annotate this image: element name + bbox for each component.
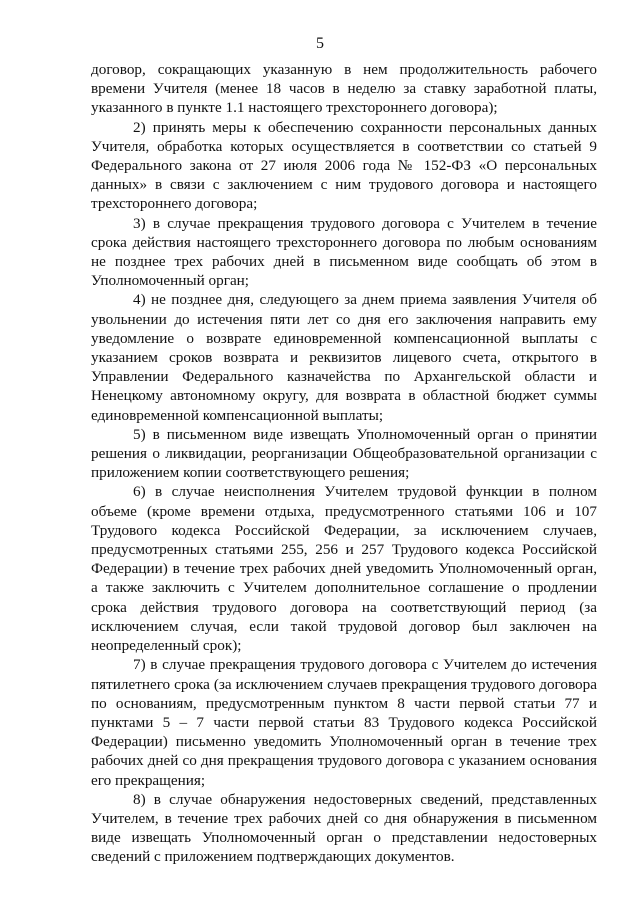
paragraph-item-5: 5) в письменном виде извещать Уполномоченный орган о принятии решения о ликвидации, реорганизации Общеобразовательной организации с приложением копии соответствующего решения; bbox=[91, 425, 597, 482]
paragraph-item-3: 3) в случае прекращения трудового договора с Учителем в течение срока действия настоящего трехстороннего договора по любым основаниям не позднее трех рабочих дней в письменном виде сообщать об этом в Уполномоченный орган; bbox=[91, 214, 597, 290]
paragraph-item-4: 4) не позднее дня, следующего за днем приема заявления Учителя об увольнении до истечения пяти лет со дня его заключения направить ему уведомление о возврате единовременной компенсационной выплаты с указанием сроков возврата и реквизитов лицевого счета, открытого в Управлении Федерального казначейства по Архангельской области и Ненецкому автономному округу, для возврата в областной бюджет суммы единовременной компенсационной выплаты; bbox=[91, 291, 597, 424]
document-body bbox=[91, 60, 597, 867]
page-number: 5 bbox=[316, 35, 324, 52]
paragraph-item-7: 7) в случае прекращения трудового договора с Учителем до истечения пятилетнего срока (за исключением случаев прекращения трудового договора по основаниям, предусмотренным пунктом 8 части первой статьи 77 и пунктами 5 – 7 части первой статьи 83 Трудового кодекса Российской Федерации) письменно уведомить Уполномоченный орган в течение трех рабочих дней со дня прекращения трудового договора с указанием основания его прекращения; bbox=[91, 656, 597, 789]
paragraph-item-6: 6) в случае неисполнения Учителем трудовой функции в полном объеме (кроме времени отдыха, предусмотренного статьями 106 и 107 Трудового кодекса Российской Федерации, за исключением случаев, предусмотренных статьями 255, 256 и 257 Трудового кодекса Российской Федерации) в течение трех рабочих дней уведомить Уполномоченный орган, а также заключить с Учителем дополнительное соглашение о продлении срока действия трудового договора на соответствующий период (за исключением случая, если такой трудовой договор был заключен на неопределенный срок); bbox=[91, 483, 597, 655]
paragraph-item-2: 2) принять меры к обеспечению сохранности персональных данных Учителя, обработка которых осуществляется в соответствии со статьей 9 Федерального закона от 27 июля 2006 года № 152-ФЗ «О персональных данных» в связи с заключением с ним трудового договора и настоящего трехстороннего договора; bbox=[91, 118, 597, 213]
paragraph-item-8: 8) в случае обнаружения недостоверных сведений, представленных Учителем, в течение трех рабочих дней со дня обнаружения в письменном виде извещать Уполномоченный орган о представлении недостоверных сведений с приложением подтверждающих документов. bbox=[91, 790, 597, 866]
paragraph-continuation: договор, сокращающих указанную в нем продолжительность рабочего времени Учителя (менее 18 часов в неделю за ставку заработной платы, указанного в пункте 1.1 настоящего трехстороннего договора); bbox=[91, 61, 597, 117]
